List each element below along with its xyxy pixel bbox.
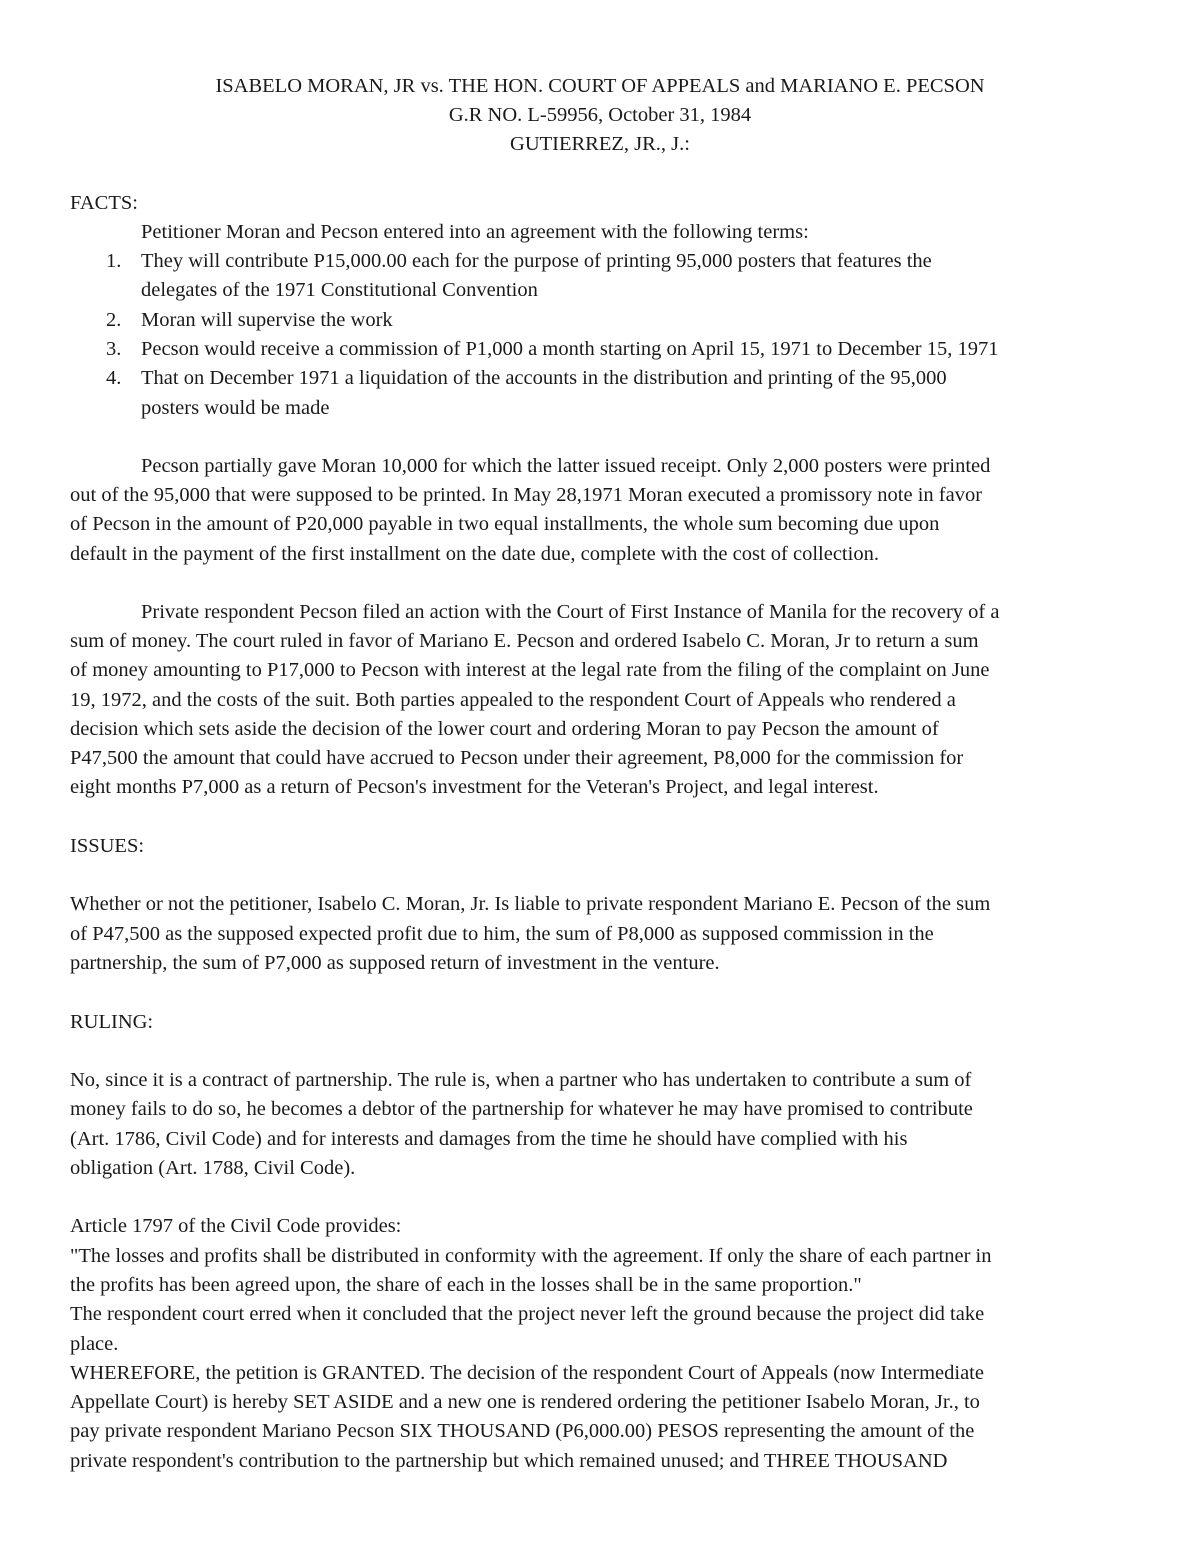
paragraph-line: The respondent court erred when it concluded that the project never left the ground because the project did take <box>70 1303 985 1325</box>
paragraph-line: of money amounting to P17,000 to Pecson with interest at the legal rate from the filing of the complaint on June <box>70 659 990 681</box>
paragraph-line: (Art. 1786, Civil Code) and for interests and damages from the time he should have complied with his <box>70 1128 908 1150</box>
paragraph-line: decision which sets aside the decision of the lower court and ordering Moran to pay Pecson the amount of <box>70 718 939 740</box>
paragraph-line: obligation (Art. 1788, Civil Code). <box>70 1157 356 1179</box>
paragraph-line: sum of money. The court ruled in favor of Mariano E. Pecson and ordered Isabelo C. Moran, Jr to return a sum <box>70 630 979 652</box>
term-number: 1. <box>106 250 122 272</box>
paragraph-line: partnership, the sum of P7,000 as supposed return of investment in the venture. <box>70 952 720 974</box>
facts-intro: Petitioner Moran and Pecson entered into an agreement with the following terms: <box>141 221 809 243</box>
case-title: ISABELO MORAN, JR vs. THE HON. COURT OF APPEALS and MARIANO E. PECSON <box>215 75 985 97</box>
paragraph-line: private respondent's contribution to the partnership but which remained unused; and THREE THOUSAND <box>70 1450 948 1472</box>
issues-heading: ISSUES: <box>70 835 145 857</box>
paragraph-line: 19, 1972, and the costs of the suit. Both parties appealed to the respondent Court of Appeals who rendered a <box>70 689 956 711</box>
paragraph-line: out of the 95,000 that were supposed to be printed. In May 28,1971 Moran executed a promissory note in favor <box>70 484 983 506</box>
paragraph-line: Private respondent Pecson filed an action with the Court of First Instance of Manila for the recovery of a <box>141 601 1000 623</box>
paragraph-line: pay private respondent Mariano Pecson SIX THOUSAND (P6,000.00) PESOS representing the amount of the <box>70 1420 975 1442</box>
paragraph-line: Pecson partially gave Moran 10,000 for which the latter issued receipt. Only 2,000 posters were printed <box>141 455 991 477</box>
case-number: G.R NO. L-59956, October 31, 1984 <box>448 104 752 126</box>
term-number: 3. <box>106 338 122 360</box>
paragraph-line: of P47,500 as the supposed expected profit due to him, the sum of P8,000 as supposed commission in the <box>70 923 934 945</box>
paragraph-line: Article 1797 of the Civil Code provides: <box>70 1215 402 1237</box>
paragraph-line: place. <box>70 1333 119 1355</box>
paragraph-line: the profits has been agreed upon, the share of each in the losses shall be in the same proportion." <box>70 1274 862 1296</box>
term-line: That on December 1971 a liquidation of the accounts in the distribution and printing of the 95,000 <box>141 367 947 389</box>
paragraph-line: WHEREFORE, the petition is GRANTED. The decision of the respondent Court of Appeals (now Intermediate <box>70 1362 984 1384</box>
paragraph-line: money fails to do so, he becomes a debtor of the partnership for whatever he may have promised to contribute <box>70 1098 973 1120</box>
term-line: delegates of the 1971 Constitutional Convention <box>141 279 538 301</box>
term-line: They will contribute P15,000.00 each for the purpose of printing 95,000 posters that features the <box>141 250 932 272</box>
term-line: Moran will supervise the work <box>141 309 393 331</box>
ruling-heading: RULING: <box>70 1011 154 1033</box>
paragraph-line: P47,500 the amount that could have accrued to Pecson under their agreement, P8,000 for the commission for <box>70 747 964 769</box>
term-number: 4. <box>106 367 122 389</box>
paragraph-line: of Pecson in the amount of P20,000 payable in two equal installments, the whole sum becoming due upon <box>70 513 940 535</box>
paragraph-line: "The losses and profits shall be distributed in conformity with the agreement. If only the share of each partner in <box>70 1245 992 1267</box>
term-number: 2. <box>106 309 122 331</box>
paragraph-line: eight months P7,000 as a return of Pecson's investment for the Veteran's Project, and legal interest. <box>70 776 879 798</box>
ponente: GUTIERREZ, JR., J.: <box>510 133 690 155</box>
paragraph-line: Appellate Court) is hereby SET ASIDE and a new one is rendered ordering the petitioner Isabelo Moran, Jr., to <box>70 1391 980 1413</box>
paragraph-line: No, since it is a contract of partnership. The rule is, when a partner who has undertaken to contribute a sum of <box>70 1069 972 1091</box>
facts-heading: FACTS: <box>70 192 138 214</box>
term-line: posters would be made <box>141 397 330 419</box>
paragraph-line: default in the payment of the first installment on the date due, complete with the cost of collection. <box>70 543 879 565</box>
paragraph-line: Whether or not the petitioner, Isabelo C. Moran, Jr. Is liable to private respondent Mariano E. Pecson of the sum <box>70 893 991 915</box>
term-line: Pecson would receive a commission of P1,000 a month starting on April 15, 1971 to December 15, 1971 <box>141 338 999 360</box>
